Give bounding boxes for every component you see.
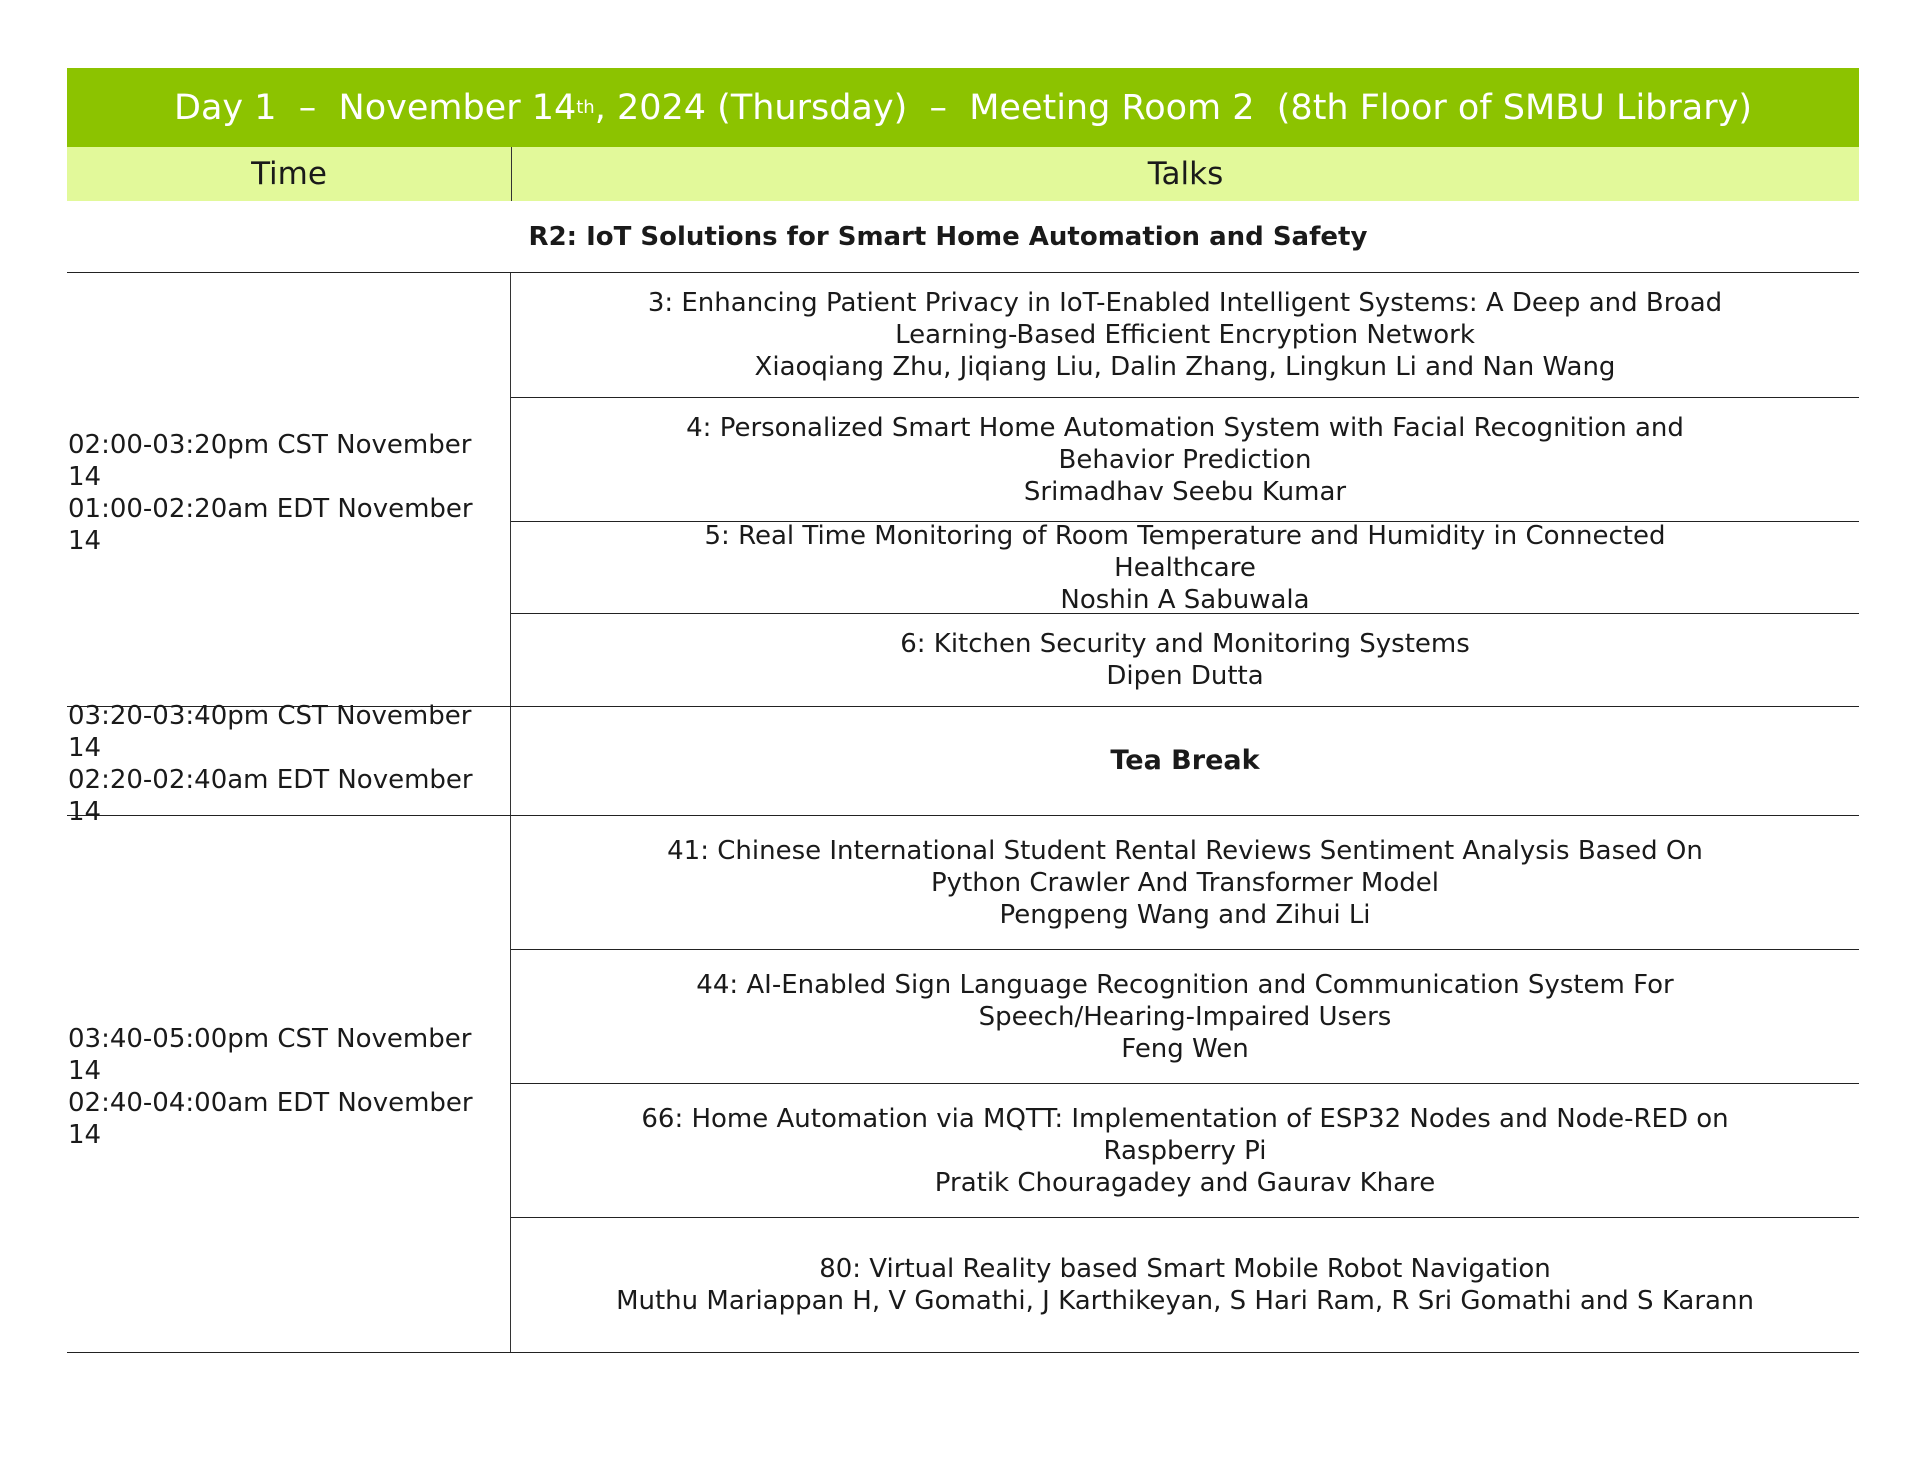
day-header: Day 1 – November 14 th , 2024 (Thursday) – Meeting Room 2 (8th Floor of SMBU Library): [67, 68, 1859, 147]
time-block: [67, 273, 1859, 707]
column-header-time: Time: [67, 147, 512, 201]
talk-authors: Muthu Mariappan H, V Gomathi, J Karthikeyan, S Hari Ram, R Sri Gomathi and S Karann: [616, 1286, 1754, 1316]
time-line-cst: 02:00-03:20pm CST November 14: [68, 429, 472, 492]
talk-authors: Pratik Chouragadey and Gaurav Khare: [934, 1167, 1436, 1198]
time-cell: [67, 816, 511, 1352]
talk-entry: [511, 950, 1859, 1084]
talk-title: 3: Enhancing Patient Privacy in IoT-Enabled Intelligent Systems: A Deep and Broad Learning-Based Efficient Encryption Network: [647, 288, 1723, 350]
talk-title: 41: Chinese International Student Rental Reviews Sentiment Analysis Based On Python Crawler And Transformer Model: [667, 835, 1703, 898]
time-block: [67, 816, 1859, 1353]
talk-authors: Feng Wen: [1121, 1033, 1249, 1064]
column-header-talks: Talks: [1147, 156, 1224, 192]
talks-cell: [511, 816, 1859, 1352]
talk-title: 44: AI-Enabled Sign Language Recognition and Communication System For Speech/Hearing-Impaired Users: [696, 969, 1674, 1032]
talk-title: 66: Home Automation via MQTT: Implementation of ESP32 Nodes and Node-RED on Raspberry Pi: [641, 1103, 1729, 1166]
talk-entry: [511, 398, 1859, 522]
day-header-text-rest: , 2024 (Thursday) – Meeting Room 2 (8th Floor of SMBU Library): [594, 87, 1752, 128]
time-line-edt: 02:20-02:40am EDT November 14: [68, 765, 473, 827]
time-line-cst: 03:20-03:40pm CST November 14: [68, 701, 472, 763]
talk-authors: Dipen Dutta: [1106, 661, 1264, 691]
talk-entry: [511, 1218, 1859, 1352]
time-cell: [67, 701, 511, 827]
talk-entry: [511, 522, 1859, 614]
talk-authors: Noshin A Sabuwala: [1060, 584, 1310, 615]
talk-title: 5: Real Time Monitoring of Room Temperature and Humidity in Connected Healthcare: [704, 520, 1666, 583]
day-header-text: Day 1 – November 14: [174, 87, 577, 128]
talk-title: 4: Personalized Smart Home Automation System with Facial Recognition and Behavior Prediction: [686, 412, 1684, 475]
column-header-row: [67, 147, 1859, 201]
break-label: Tea Break: [1110, 745, 1260, 776]
talk-authors: Pengpeng Wang and Zihui Li: [999, 899, 1371, 930]
break-block: [67, 701, 1859, 827]
talks-cell: [511, 707, 1859, 815]
talk-entry: [511, 273, 1859, 398]
talk-title: 80: Virtual Reality based Smart Mobile Robot Navigation: [819, 1254, 1551, 1284]
talk-entry: [511, 816, 1859, 950]
talks-cell: [511, 273, 1859, 706]
talk-entry: [511, 614, 1859, 706]
schedule-table: [67, 68, 1859, 1353]
talk-authors: Xiaoqiang Zhu, Jiqiang Liu, Dalin Zhang, Lingkun Li and Nan Wang: [754, 352, 1616, 382]
time-cell: [67, 273, 511, 706]
break-entry: [511, 707, 1859, 815]
talk-title: 6: Kitchen Security and Monitoring Systems: [900, 629, 1470, 659]
session-title: R2: IoT Solutions for Smart Home Automation and Safety: [67, 201, 1859, 273]
time-line-edt: 02:40-04:00am EDT November 14: [68, 1088, 473, 1150]
talk-entry: [511, 1084, 1859, 1218]
time-line-cst: 03:40-05:00pm CST November 14: [68, 1024, 472, 1086]
talk-authors: Srimadhav Seebu Kumar: [1023, 476, 1347, 507]
time-line-edt: 01:00-02:20am EDT November 14: [68, 493, 473, 556]
